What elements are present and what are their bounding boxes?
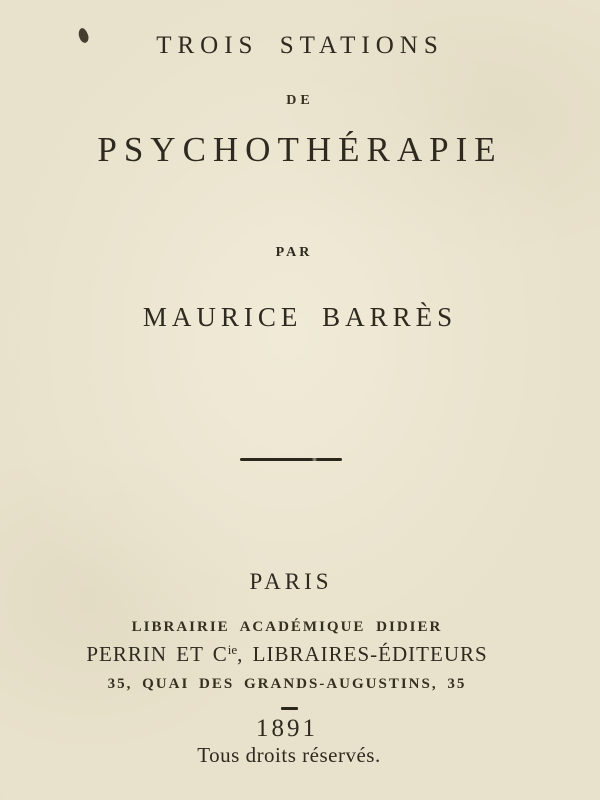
publisher-firm	[0, 643, 587, 665]
imprint-city: PARIS	[249, 569, 333, 594]
book-title-line2: PSYCHOTHÉRAPIE	[97, 130, 503, 169]
byline-par-label: PAR	[275, 245, 313, 260]
publisher-firm-pre: PERRIN ET C	[86, 642, 228, 666]
publisher-firm-superscript: ie	[227, 642, 238, 657]
publisher-firm-post: , LIBRAIRES-ÉDITEURS	[237, 642, 488, 666]
section-divider-rule	[240, 458, 342, 461]
year-dash-rule	[281, 707, 298, 710]
rights-notice: Tous droits réservés.	[197, 743, 381, 767]
publication-year: 1891	[256, 715, 318, 742]
author-name: MAURICE BARRÈS	[142, 302, 458, 332]
publisher-name: LIBRAIRIE ACADÉMIQUE DIDIER	[131, 619, 443, 635]
publisher-address: 35, QUAI DES GRANDS-AUGUSTINS, 35	[107, 676, 467, 692]
book-title-connector: DE	[286, 93, 314, 108]
book-title-line1: TROIS STATIONS	[156, 32, 444, 59]
